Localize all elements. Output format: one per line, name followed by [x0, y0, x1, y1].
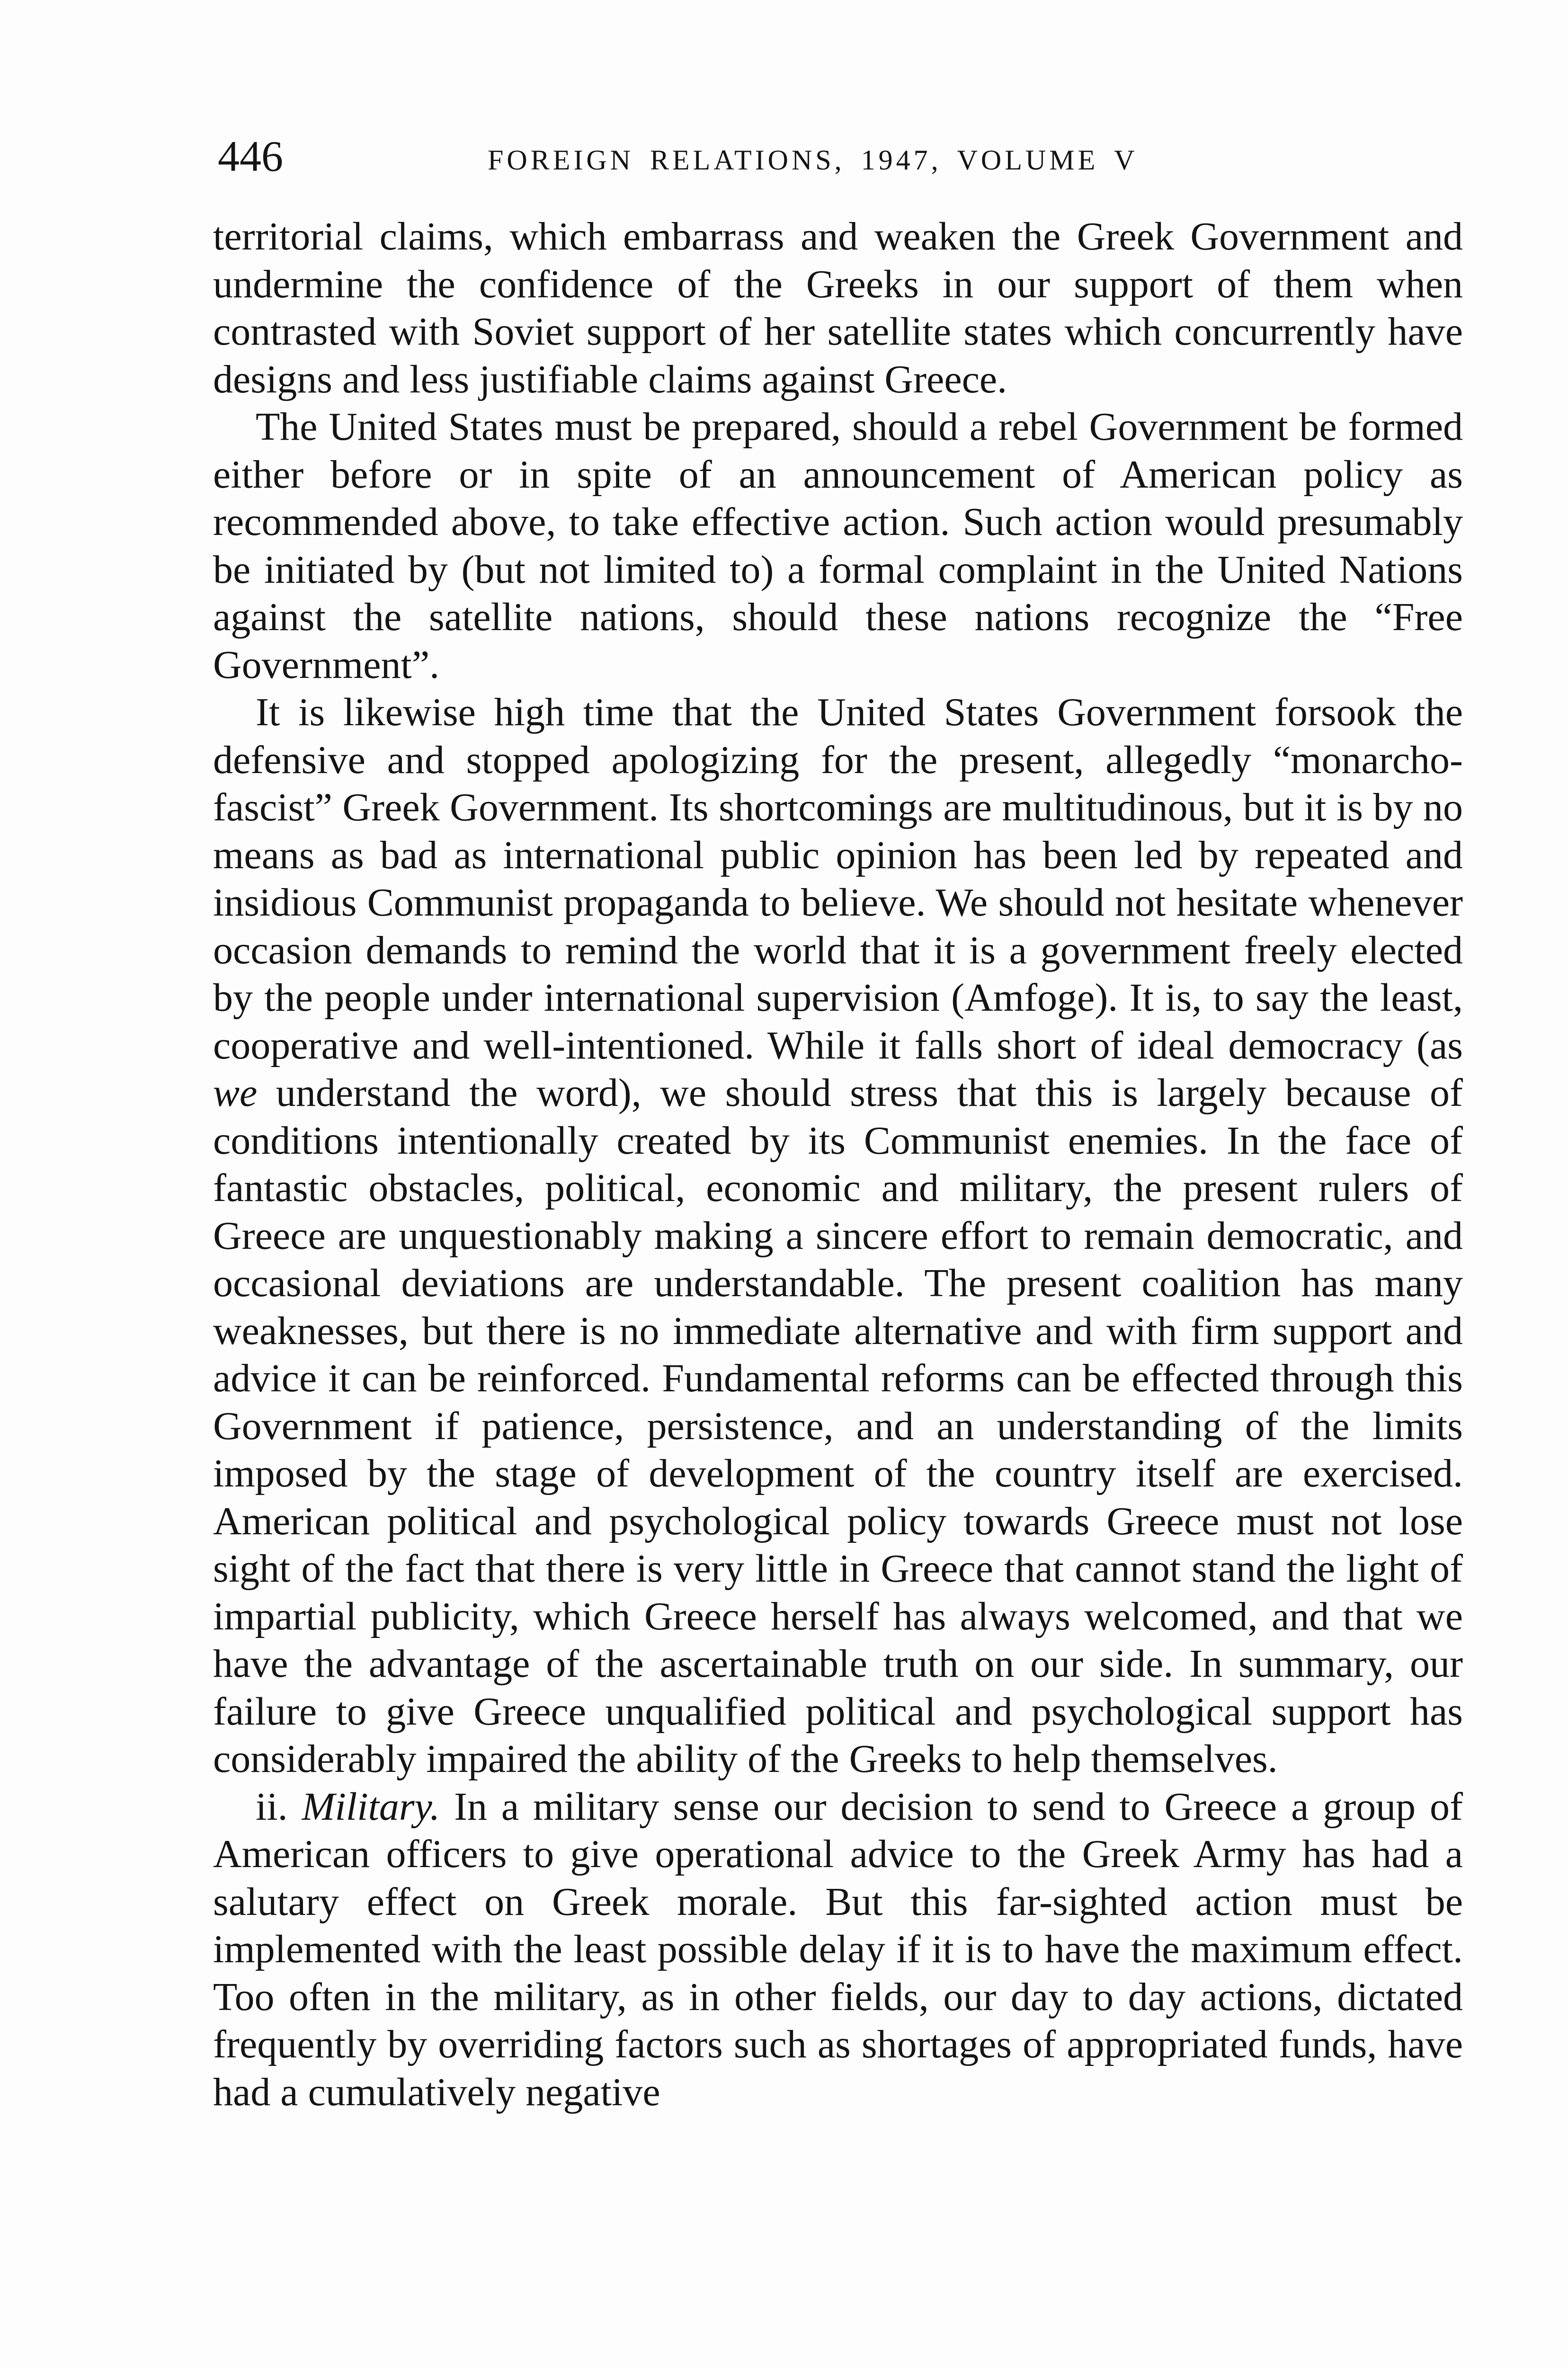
- running-head: FOREIGN RELATIONS, 1947, VOLUME V: [488, 144, 1138, 176]
- paragraph-text-part-2: understand the word), we should stress that this is largely because of conditions intentionally created by its Communist enemies. In the face of fantastic obstacles, political, economic and military, the present rulers of Greece are unquestionably making a sincere effort to remain democratic, and occasional deviations are understandable. The present coalition has many weaknesses, but there is no immediate alternative and with firm support and advice it can be reinforced. Fundamental reforms can be effected through this Government if patience, persistence, and an understanding of the limits imposed by the stage of development of the country itself are exercised. American political and psychological policy towards Greece must not lose sight of the fact that there is very little in Greece that cannot stand the light of impartial publicity, which Greece herself has always welcomed, and that we have the advantage of the ascertainable truth on our side. In summary, our failure to give Greece unqualified political and psychological support has considerably impaired the ability of the Greeks to help themselves.: [213, 1071, 1463, 1781]
- body-text: [213, 213, 1463, 2116]
- paragraph-military: [213, 1783, 1463, 2117]
- italic-word: we: [213, 1071, 258, 1115]
- section-heading: Military.: [302, 1784, 440, 1829]
- paragraph-greek-government: [213, 689, 1463, 1783]
- paragraph-text-part-1: It is likewise high time that the United States Government forsook the defensive and stopped apologizing for the present, allegedly “monarcho-fascist” Greek Government. Its shortcomings are multitudinous, but it is by no means as bad as international public opinion has been led by repeated and insidious Communist propaganda to believe. We should not hesitate whenever occasion demands to remind the world that it is a government freely elected by the people under international supervision (Amfoge). It is, to say the least, cooperative and well-intentioned. While it falls short of ideal democracy (as: [213, 690, 1463, 1068]
- paragraph-text: In a military sense our decision to send to Greece a group of American officers to give operational advice to the Greek Army has had a salutary effect on Greek morale. But this far-sighted action must be implemented with the least possible delay if it is to have the maximum effect. Too often in the military, as in other fields, our day to day actions, dictated frequently by overriding factors such as shortages of appropriated funds, have had a cumulatively negative: [213, 1784, 1463, 2114]
- page-number: 446: [218, 132, 283, 180]
- section-number: ii.: [256, 1784, 288, 1829]
- page-header: [218, 128, 1468, 185]
- paragraph-text: The United States must be prepared, should a rebel Government be formed either before or in spite of an announcement of American policy as recommended above, to take effective action. Such action would presumably be initiated by (but not limited to) a formal complaint in the United Nations against the satellite nations, should these nations recognize the “Free Government”.: [213, 405, 1463, 687]
- paragraph-continued: [213, 213, 1463, 403]
- paragraph-rebel-government: [213, 403, 1463, 689]
- paragraph-text: territorial claims, which embarrass and weaken the Greek Government and undermine the confidence of the Greeks in our support of them when contrasted with Soviet support of her satellite states which concurrently have designs and less justifiable claims against Greece.: [213, 214, 1463, 401]
